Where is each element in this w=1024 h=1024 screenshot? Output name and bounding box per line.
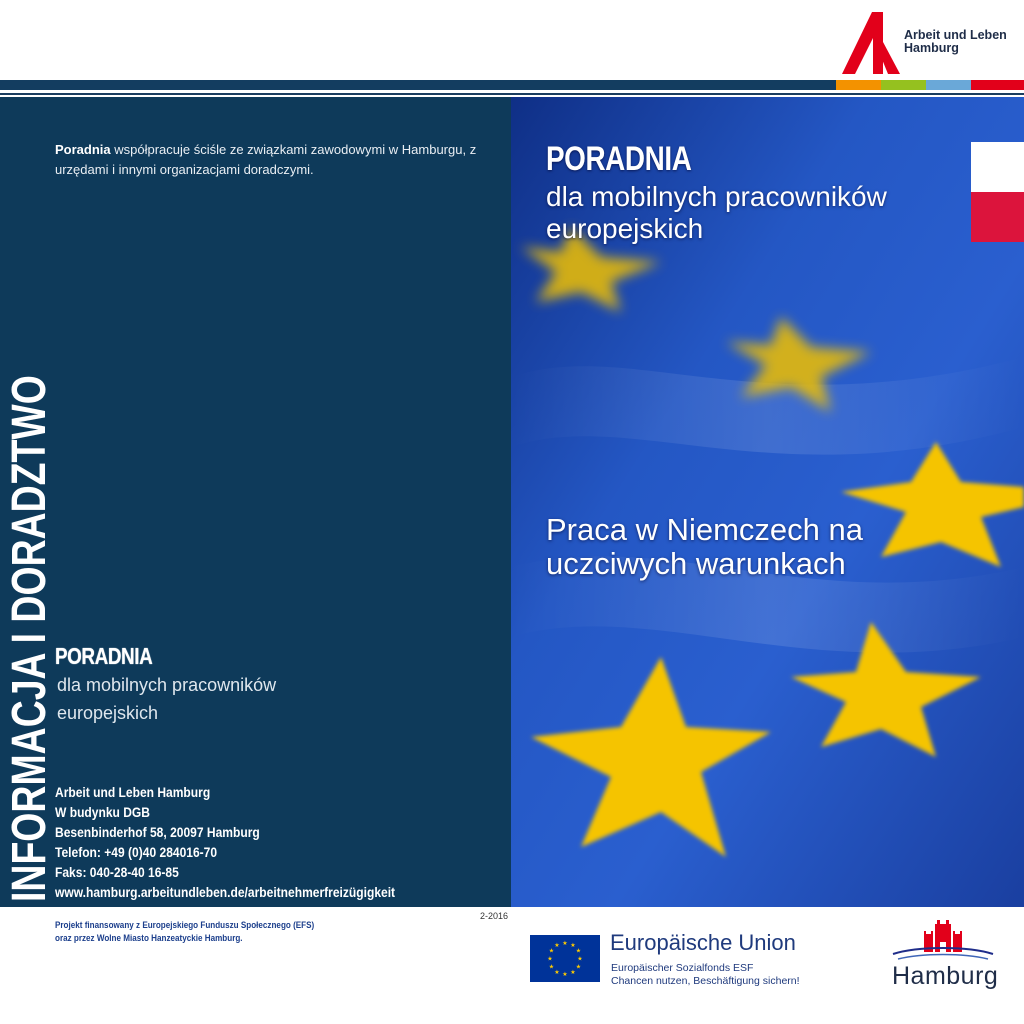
left-subtitle-line1: dla mobilnych pracowników (57, 675, 277, 695)
funding-note-line1: Projekt finansowany z Europejskiego Funduszu Społecznego (EFS) (55, 920, 315, 930)
main-subtitle-line2: europejskich (546, 213, 704, 244)
hamburg-wordmark: Hamburg (892, 962, 999, 990)
left-heading: PORADNIA (55, 643, 153, 669)
brand-name: Arbeit und Leben Hamburg (904, 28, 1007, 55)
svg-text:★: ★ (577, 955, 583, 963)
svg-text:★: ★ (570, 969, 576, 976)
divider (0, 93, 1024, 95)
contact-website-link[interactable]: www.hamburg.arbeitundleben.de/arbeitnehmerfreizügigkeit (55, 884, 396, 900)
contact-fax: Faks: 040-28-40 16-85 (55, 864, 179, 880)
svg-text:★: ★ (562, 940, 568, 947)
stripe-orange (836, 80, 881, 90)
esf-motto: Chancen nutzen, Beschäftigung sichern! (611, 975, 800, 987)
svg-text:★: ★ (554, 969, 560, 976)
contact-phone: Telefon: +49 (0)40 284016-70 (55, 844, 218, 860)
funding-note-line2: oraz przez Wolne Miasto Hanzeatyckie Hamburg. (55, 933, 243, 943)
svg-text:★: ★ (547, 955, 553, 963)
stripe-red (971, 80, 1024, 90)
contact-address: Besenbinderhof 58, 20097 Hamburg (55, 824, 260, 840)
stripe-green (881, 80, 926, 90)
main-heading: PORADNIA (546, 140, 692, 178)
svg-text:★: ★ (575, 963, 582, 971)
svg-text:★: ★ (548, 947, 555, 955)
svg-text:★: ★ (575, 947, 582, 955)
contact-org: Arbeit und Leben Hamburg (55, 784, 211, 800)
stripe-lightblue (926, 80, 971, 90)
esf-name: Europäischer Sozialfonds ESF (611, 962, 754, 974)
left-subtitle-line2: europejskich (57, 703, 159, 723)
arbeit-und-leben-logo-icon (842, 12, 902, 74)
contact-building: W budynku DGB (55, 804, 150, 820)
intro-strong: Poradnia (55, 142, 111, 157)
edition-label: 2-2016 (480, 911, 509, 921)
main-subtitle-line1: dla mobilnych pracowników (546, 181, 887, 212)
eu-flag-icon (530, 935, 600, 982)
svg-text:★: ★ (570, 942, 576, 949)
svg-text:★: ★ (562, 971, 568, 978)
intro-text (55, 140, 485, 180)
top-stripe (0, 80, 836, 90)
eu-title: Europäische Union (610, 930, 796, 955)
vertical-title: INFORMACJA I DORADZTWO (3, 375, 56, 903)
svg-text:★: ★ (548, 963, 555, 971)
intro-rest: współpracuje ściśle ze związkami zawodowymi w Hamburgu, z urzędami i innymi organizacjami doradczymi. (55, 142, 477, 177)
slogan-line1: Praca w Niemczech na (546, 512, 864, 547)
svg-text:★: ★ (554, 942, 560, 949)
slogan-line2: uczciwych warunkach (546, 546, 846, 581)
polish-flag-icon (971, 142, 1024, 242)
